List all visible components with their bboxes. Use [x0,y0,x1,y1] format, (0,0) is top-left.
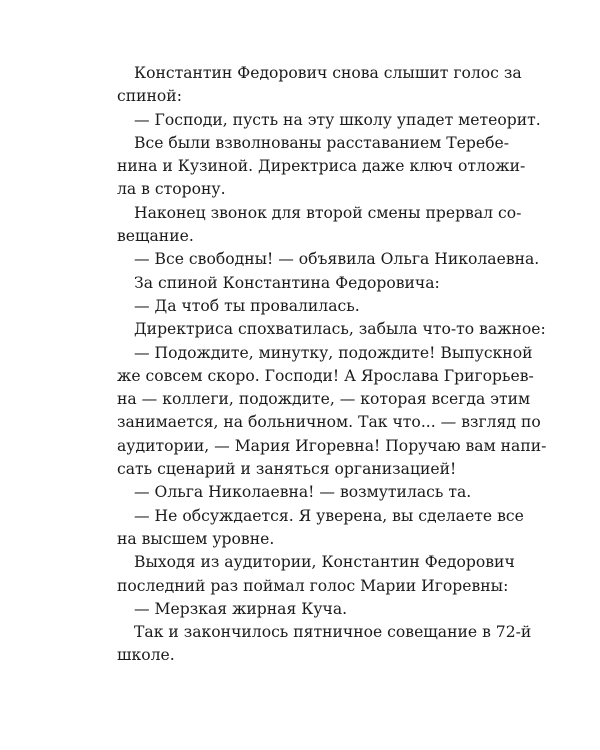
text-line: — Ольга Николаевна! — возмутилась та. [134,483,472,502]
text-line: За спиной Константина Федоровича: [134,273,440,292]
text-line: — Мерзкая жирная Куча. [134,599,348,618]
text-line: школе. [117,646,175,665]
text-line: ла в сторону. [117,180,226,199]
text-line: сать сценарий и заняться организацией! [117,460,457,479]
text-line: спиной: [117,87,182,106]
page-text [117,62,547,668]
text-line: — Да чтоб ты провалилась. [134,296,360,315]
text-line: аудитории, — Мария Игоревна! Поручаю вам напи- [117,436,547,455]
text-line: Все были взволнованы расставанием Теребе- [134,133,509,152]
text-line: на высшем уровне. [117,529,275,548]
text-line: Директриса спохватилась, забыла что-то важное: [134,320,546,339]
text-line: вещание. [117,227,194,246]
text-line: же совсем скоро. Господи! А Ярослава Григорьев- [117,366,534,385]
text-line: на — коллеги, подождите, — которая всегда этим [117,390,531,409]
text-line: Так и закончилось пятничное совещание в 72-й [134,623,532,642]
text-line: — Подождите, минутку, подождите! Выпускной [134,343,533,362]
text-line: — Господи, пусть на эту школу упадет метеорит. [134,110,541,129]
text-line: занимается, на больничном. Так что... — взгляд по [117,413,541,432]
text-line: нина и Кузиной. Директриса даже ключ отложи- [117,157,526,176]
text-line: — Не обсуждается. Я уверена, вы сделаете все [134,506,524,525]
text-line: — Все свободны! — объявила Ольга Николаевна. [134,250,540,269]
text-line: Наконец звонок для второй смены прервал со- [134,203,522,222]
text-line: последний раз поймал голос Марии Игоревны: [117,576,509,595]
text-line: Выходя из аудитории, Константин Федорович [134,553,515,572]
text-line: Константин Федорович снова слышит голос за [134,64,522,82]
